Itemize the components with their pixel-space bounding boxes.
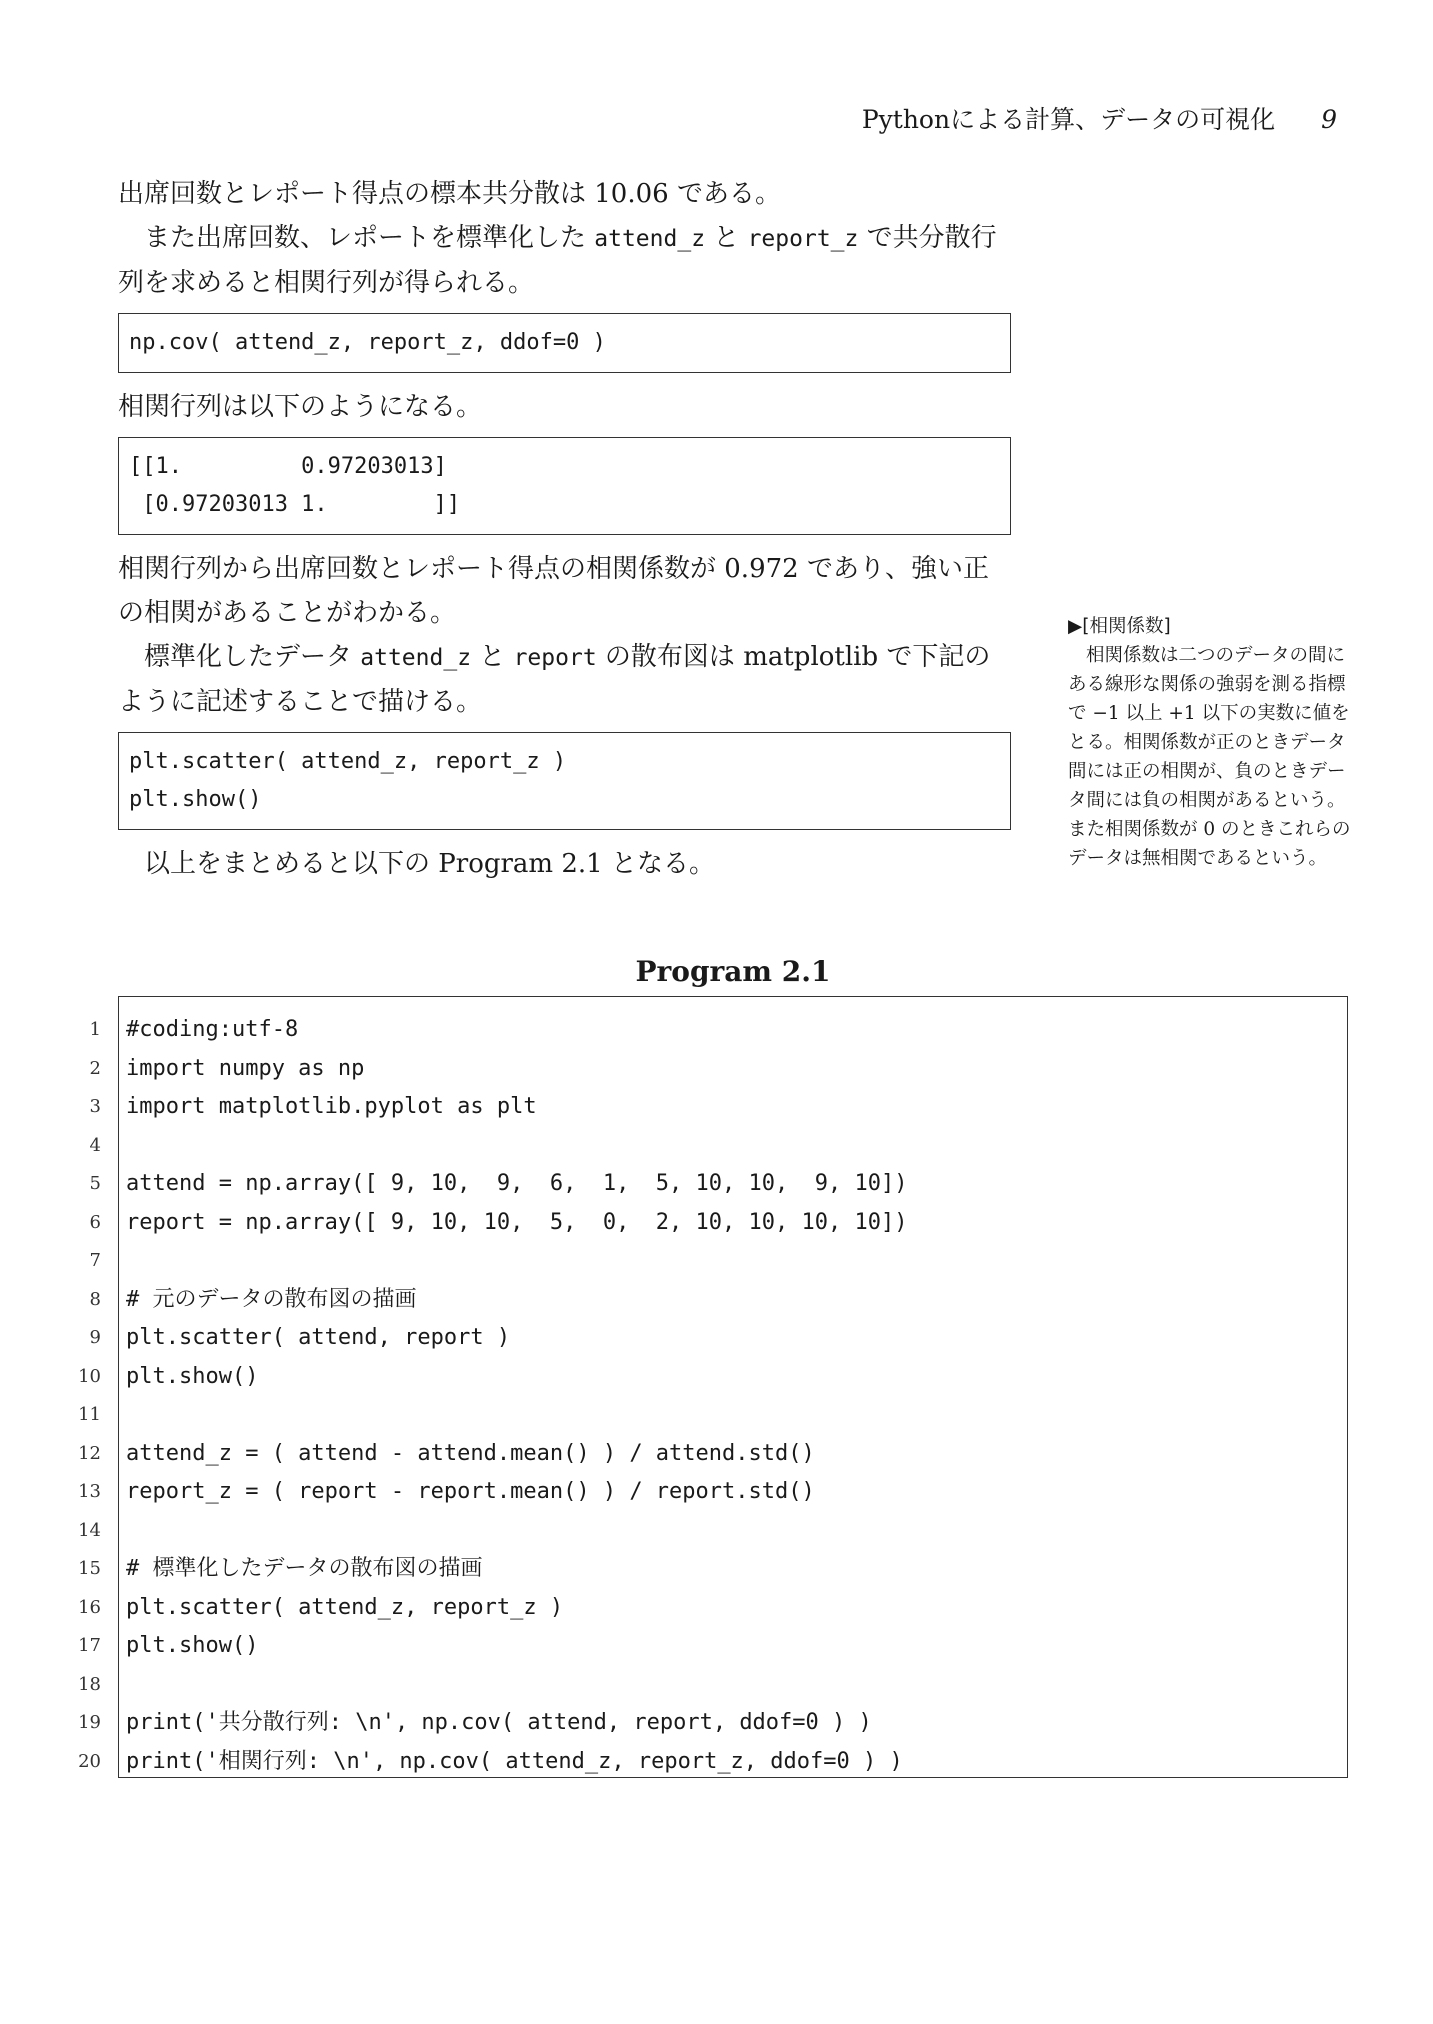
code-line [89,1011,1347,1050]
line-number: 17 [78,1635,101,1656]
code-line [78,1550,1347,1589]
sidenote-body: 相関係数は二つのデータの間にある線形な関係の強弱を測る指標で −1 以上 +1 以下の実数に値をとる。相関係数が正のときデータ間には正の相関が、負のときデータ間には負の相関があるという。また相関係数が 0 のときこれらのデータは無相関であるという。 [1068,645,1351,869]
code-text: import numpy as np [126,1055,365,1081]
inline-code-report-z: report_z [747,226,859,252]
main-text [118,172,1011,886]
line-number: 18 [78,1673,101,1695]
paragraph-standardize: また出席回数、レポートを標準化した attend_z と report_z で共分散行列を求めると相関行列が得られる。 [118,223,997,298]
line-number: 12 [78,1442,101,1464]
paragraph-corr-coef: 相関行列から出席回数とレポート得点の相関係数が 0.972 であり、強い正の相関があることがわかる。 [118,554,989,628]
code-line [89,1204,1347,1243]
code-text: plt.show() [126,1633,259,1658]
code-line [78,1396,1347,1435]
code-text: # 元のデータの散布図の描画 [126,1286,417,1312]
line-number: 7 [89,1250,101,1271]
code-line [89,1281,1347,1320]
line-number: 10 [78,1365,101,1387]
program-listing [78,996,1348,1778]
line-number: 20 [78,1750,101,1772]
output-block-corr: [[1. 0.97203013] [0.97203013 1. ]] [118,437,1011,535]
line-number: 13 [78,1481,101,1502]
line-number: 1 [89,1019,101,1040]
code-text: # 標準化したデータの散布図の描画 [126,1556,483,1581]
header-title: Pythonによる計算、データの可視化 [861,105,1276,134]
paragraph-corr-matrix: 相関行列は以下のようになる。 [118,392,483,422]
code-line [78,1743,1347,1782]
code-line [89,1319,1347,1358]
line-number: 5 [89,1173,101,1194]
code-text: plt.scatter( attend_z, report_z ) [126,1594,564,1620]
code-line [78,1512,1347,1551]
code-block-cov: np.cov( attend_z, report_z, ddof=0 ) [118,313,1011,373]
code-text: print('相関行列: \n', np.cov( attend_z, report_z, ddof=0 ) ) [126,1748,903,1774]
line-number: 8 [89,1288,101,1310]
inline-code-attend-z: attend_z [594,226,706,252]
paragraph-scatter: 標準化したデータ attend_z と report の散布図は matplotlib で下記のように記述することで描ける。 [118,642,991,717]
program-title: Program 2.1 [635,955,831,988]
line-number: 19 [78,1712,101,1733]
line-number: 9 [89,1327,101,1348]
code-line [89,1127,1347,1166]
code-block-scatter: plt.scatter( attend_z, report_z ) plt.show() [118,732,1011,830]
code-text: attend_z = ( attend - attend.mean() ) / attend.std() [126,1440,815,1466]
code-line [78,1435,1347,1474]
code-text: plt.show() [126,1363,259,1389]
code-text: print('共分散行列: \n', np.cov( attend, report, ddof=0 ) ) [126,1710,872,1735]
line-number: 15 [78,1558,101,1579]
code-line [78,1358,1347,1397]
inline-code-attend-z-2: attend_z [360,645,472,671]
code-line [78,1473,1347,1512]
running-header [862,100,1337,136]
line-number: 14 [78,1519,101,1541]
page-number: 9 [1321,105,1337,134]
code-text: plt.scatter( attend, report ) [126,1325,511,1350]
code-text: #coding:utf-8 [126,1017,299,1042]
code-line [89,1088,1347,1127]
code-line [89,1165,1347,1204]
inline-code-report: report [513,645,597,671]
line-number: 2 [89,1057,101,1079]
line-number: 4 [89,1134,101,1156]
code-line [89,1050,1347,1089]
code-text: import matplotlib.pyplot as plt [126,1094,537,1119]
code-line [78,1589,1347,1628]
line-number: 3 [89,1096,101,1117]
code-text: report_z = ( report - report.mean() ) / report.std() [126,1479,815,1504]
line-number: 11 [78,1404,101,1425]
sidenote-title: ▶[相関係数] [1068,616,1171,637]
line-number: 16 [78,1596,101,1618]
code-line [78,1666,1347,1705]
sidenote-term: 相関係数 [1086,645,1161,666]
code-text: report = np.array([ 9, 10, 10, 5, 0, 2, 10, 10, 10, 10]) [126,1209,908,1235]
code-text: attend = np.array([ 9, 10, 9, 6, 1, 5, 10, 10, 9, 10]) [126,1171,908,1196]
code-line [78,1627,1347,1666]
paragraph-summary: 以上をまとめると以下の Program 2.1 となる。 [144,849,715,879]
code-line [78,1704,1347,1743]
sidenote-correlation [1068,612,1356,873]
line-number: 6 [89,1211,101,1233]
code-line [89,1242,1347,1281]
paragraph-covariance: 出席回数とレポート得点の標本共分散は 10.06 である。 [118,179,781,209]
